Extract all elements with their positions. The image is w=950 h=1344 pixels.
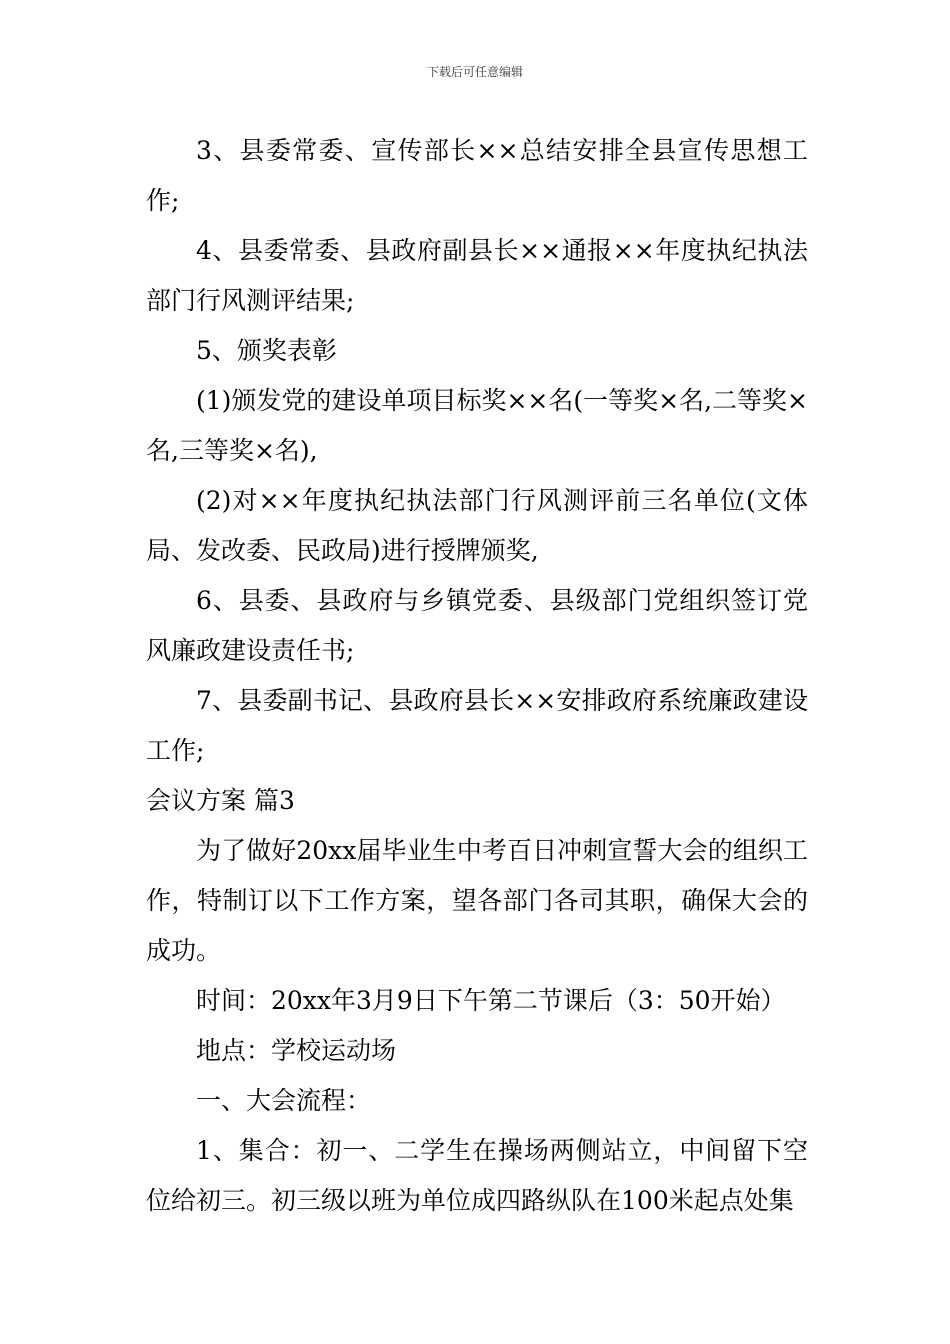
paragraph-item-7: 7、县委副书记、县政府县长××安排政府系统廉政建设工作; — [146, 686, 808, 765]
document-body — [146, 126, 808, 1226]
paragraph-intro: 为了做好20xx届毕业生中考百日冲刺宣誓大会的组织工作，特制订以下工作方案，望各部门各司其职，确保大会的成功。 — [146, 836, 808, 965]
paragraph-item-6: 6、县委、县政府与乡镇党委、县级部门党组织签订党风廉政建设责任书; — [146, 586, 808, 665]
paragraph-location: 地点：学校运动场 — [196, 1036, 397, 1065]
paragraph-time: 时间：20xx年3月9日下午第二节课后（3：50开始） — [196, 986, 786, 1015]
paragraph-award-2: (2)对××年度执纪执法部门行风测评前三名单位(文体局、发改委、民政局)进行授牌颁奖, — [146, 486, 808, 565]
paragraph-process-heading: 一、大会流程： — [196, 1086, 372, 1115]
paragraph-item-4: 4、县委常委、县政府副县长××通报××年度执纪执法部门行风测评结果; — [146, 236, 808, 315]
page-header-note: 下载后可任意编辑 — [426, 65, 523, 79]
paragraph-item-3: 3、县委常委、宣传部长××总结安排全县宣传思想工作; — [146, 136, 808, 215]
section-heading: 会议方案 篇3 — [146, 786, 295, 815]
paragraph-assembly: 1、集合：初一、二学生在操场两侧站立，中间留下空位给初三。初三级以班为单位成四路纵队在100米起点处集 — [146, 1136, 808, 1215]
paragraph-item-5: 5、颁奖表彰 — [196, 336, 337, 365]
paragraph-award-1: (1)颁发党的建设单项目标奖××名(一等奖×名,二等奖×名,三等奖×名), — [146, 386, 808, 465]
